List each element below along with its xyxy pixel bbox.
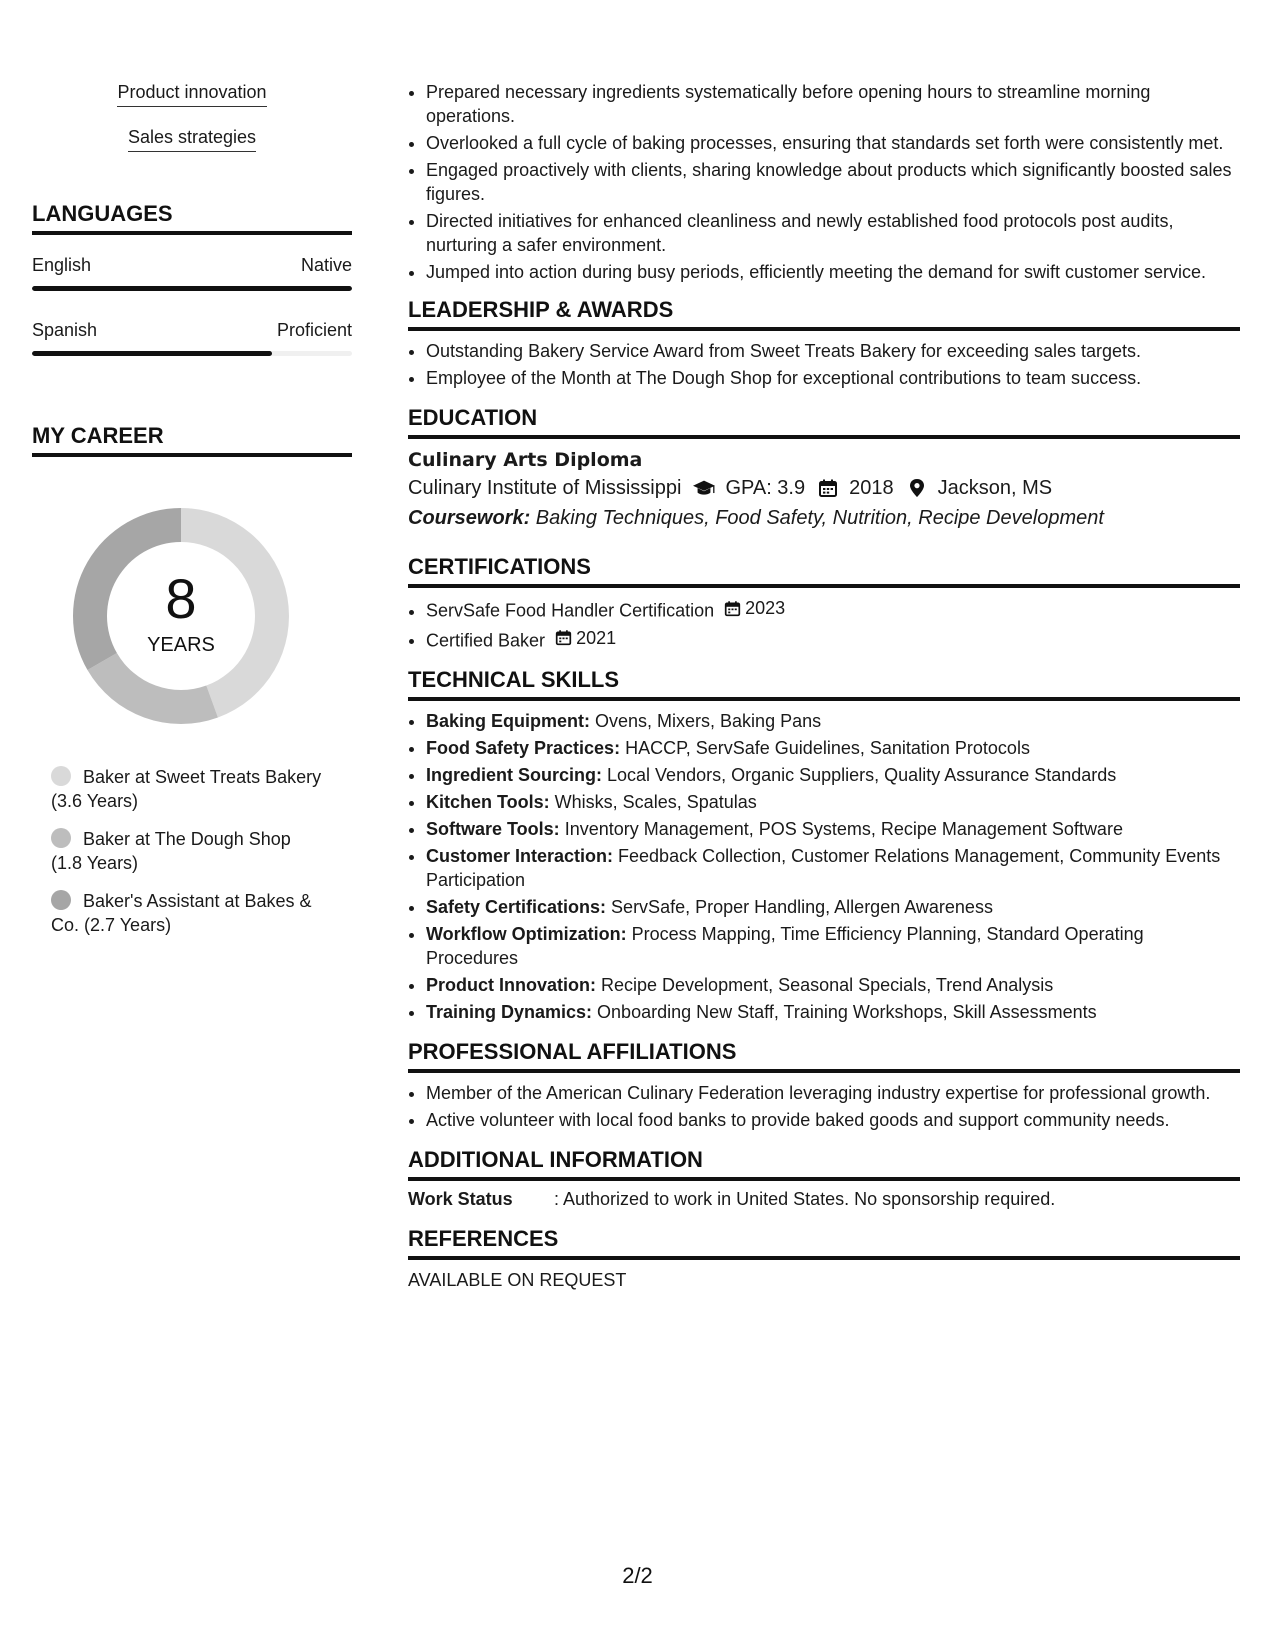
language-name: Spanish	[32, 320, 98, 340]
list-item: • Software Tools: Inventory Management, POS Systems, Recipe Management Software	[426, 817, 1240, 841]
certifications-heading: CERTIFICATIONS	[408, 553, 1240, 588]
list-item: • Member of the American Culinary Federation leveraging industry expertise for professional growth.	[426, 1081, 1240, 1105]
career-total-years: 8	[165, 567, 197, 630]
list-item: • Employee of the Month at The Dough Shop for exceptional contributions to team success.	[426, 366, 1240, 390]
career-legend-item: Baker at The Dough Shop (1.8 Years)	[51, 829, 291, 873]
affiliations-list	[408, 1081, 1240, 1132]
education-heading: EDUCATION	[408, 404, 1240, 439]
career-legend	[32, 765, 322, 937]
donut-segment	[87, 653, 217, 724]
school-name: Culinary Institute of Mississippi	[408, 477, 682, 499]
school-location: Jackson, MS	[937, 477, 1053, 499]
list-item: • Certified Baker 2021	[426, 626, 1240, 653]
language-bar-fill	[32, 286, 352, 291]
references-heading: REFERENCES	[408, 1225, 1240, 1260]
career-heading: MY CAREER	[32, 422, 352, 457]
list-item: • Customer Interaction: Feedback Collection, Customer Relations Management, Community Events Participation	[426, 844, 1240, 892]
career-legend-item: Baker's Assistant at Bakes & Co. (2.7 Years)	[51, 891, 312, 935]
list-item: • Outstanding Bakery Service Award from Sweet Treats Bakery for exceeding sales targets.	[426, 339, 1240, 363]
references-text: AVAILABLE ON REQUEST	[408, 1270, 627, 1290]
list-item: • Overlooked a full cycle of baking processes, ensuring that standards set forth were consistently met.	[426, 131, 1240, 155]
calendar-icon	[555, 629, 572, 646]
career-legend-item: Baker at Sweet Treats Bakery (3.6 Years)	[51, 767, 322, 811]
language-bar	[32, 351, 352, 356]
certifications-list	[408, 596, 1240, 652]
work-status-row	[408, 1187, 1240, 1211]
list-item: • Prepared necessary ingredients systematically before opening hours to streamline morning operations.	[426, 80, 1240, 128]
education-details	[408, 473, 1240, 503]
list-item: • Training Dynamics: Onboarding New Staff, Training Workshops, Skill Assessments	[426, 1000, 1240, 1024]
list-item: • Jumped into action during busy periods, efficiently meeting the demand for swift customer service.	[426, 260, 1240, 284]
technical-skills-list	[408, 709, 1240, 1024]
list-item: • Baking Equipment: Ovens, Mixers, Baking Pans	[426, 709, 1240, 733]
gpa: GPA: 3.9	[725, 477, 806, 499]
list-item: • Directed initiatives for enhanced cleanliness and newly established food protocols post audits, nurturing a safer environment.	[426, 209, 1240, 257]
language-level: Native	[300, 255, 352, 275]
additional-info-heading: ADDITIONAL INFORMATION	[408, 1146, 1240, 1181]
map-marker-icon	[906, 478, 928, 498]
list-item: • Kitchen Tools: Whisks, Scales, Spatulas	[426, 790, 1240, 814]
calendar-icon	[724, 600, 741, 617]
list-item: • Safety Certifications: ServSafe, Proper Handling, Allergen Awareness	[426, 895, 1240, 919]
language-bar	[32, 286, 352, 291]
work-status-value: : Authorized to work in United States. No sponsorship required.	[554, 1189, 1056, 1209]
graduation-year: 2018	[849, 477, 894, 499]
left-column	[32, 80, 352, 951]
list-item: • Product Innovation: Recipe Development, Seasonal Specials, Trend Analysis	[426, 973, 1240, 997]
list-item: • ServSafe Food Handler Certification 2023	[426, 596, 1240, 623]
legend-dot-icon	[51, 766, 71, 786]
list-item: • Workflow Optimization: Process Mapping, Time Efficiency Planning, Standard Operating Procedures	[426, 922, 1240, 970]
degree-title: Culinary Arts Diploma	[408, 449, 643, 471]
leadership-heading: LEADERSHIP & AWARDS	[408, 296, 1240, 331]
affiliations-heading: PROFESSIONAL AFFILIATIONS	[408, 1038, 1240, 1073]
right-column	[408, 80, 1240, 1292]
graduation-cap-icon	[693, 478, 715, 498]
language-item	[32, 318, 352, 356]
coursework: Coursework: Baking Techniques, Food Safety, Nutrition, Recipe Development	[408, 507, 1104, 529]
career-unit-label: YEARS	[147, 634, 215, 656]
list-item: • Active volunteer with local food banks to provide baked goods and support community needs.	[426, 1108, 1240, 1132]
language-name: English	[32, 255, 92, 275]
language-item	[32, 253, 352, 291]
list-item: • Food Safety Practices: HACCP, ServSafe Guidelines, Sanitation Protocols	[426, 736, 1240, 760]
experience-bullets	[408, 80, 1240, 284]
skill-tag: Sales strategies	[32, 125, 352, 152]
languages-heading: LANGUAGES	[32, 200, 352, 235]
career-donut-chart	[66, 501, 296, 731]
legend-dot-icon	[51, 890, 71, 910]
language-level: Proficient	[276, 320, 352, 340]
technical-skills-heading: TECHNICAL SKILLS	[408, 666, 1240, 701]
work-status-label: Work Status	[408, 1189, 513, 1209]
language-bar-fill	[32, 351, 272, 356]
list-item: • Engaged proactively with clients, sharing knowledge about products which significantly boosted sales figures.	[426, 158, 1240, 206]
page-number: 2/2	[622, 1563, 653, 1588]
calendar-icon	[817, 478, 839, 498]
leadership-list	[408, 339, 1240, 390]
list-item: • Ingredient Sourcing: Local Vendors, Organic Suppliers, Quality Assurance Standards	[426, 763, 1240, 787]
legend-dot-icon	[51, 828, 71, 848]
skill-tag: Product innovation	[32, 80, 352, 107]
